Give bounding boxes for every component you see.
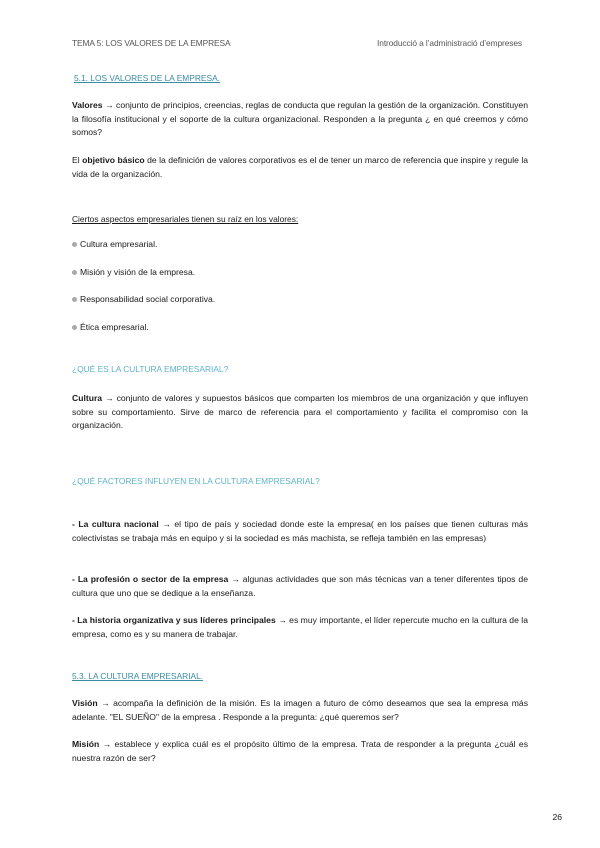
bullet-icon — [72, 297, 77, 302]
objetivo-paragraph — [72, 154, 528, 181]
factor-nacional-paragraph — [72, 518, 528, 545]
factor-nacional-text: → el tipo de país y sociedad donde este la empresa( en los países que tienen culturas más colectivistas se trabaja más en equipo y si la sociedad es más machista, se refleja también en las empresas) — [72, 519, 528, 543]
list-item — [72, 322, 149, 332]
objetivo-term: objetivo básico — [82, 155, 145, 165]
factor-historia-paragraph — [72, 614, 528, 641]
valores-text: → conjunto de principios, creencias, reglas de conducta que regulan la gestión de la organización. Constituyen la filosofía institucional y el soporte de la cultura organizacional. Responden a la pregunta ¿ en qué creemos y cómo somos? — [72, 100, 528, 137]
objetivo-text: de la definición de valores corporativos es el de tener un marco de referencia que inspire y regule la vida de la organización. — [72, 155, 529, 179]
section-5-3-heading[interactable]: 5.3. LA CULTURA EMPRESARIAL. — [72, 671, 204, 681]
page-number: 26 — [552, 812, 562, 822]
question-cultura-heading: ¿QUÉ ES LA CULTURA EMPRESARIAL? — [72, 364, 229, 374]
section-5-1-heading[interactable]: 5.1. LOS VALORES DE LA EMPRESA. — [74, 73, 221, 83]
list-item-text: Responsabilidad social corporativa. — [80, 294, 216, 304]
vision-term: Visión — [72, 698, 98, 708]
cultura-paragraph — [72, 392, 528, 433]
aspects-heading: Ciertos aspectos empresariales tienen su raíz en los valores: — [72, 214, 299, 224]
bullet-icon — [72, 270, 77, 275]
cultura-term: Cultura — [72, 393, 103, 403]
header-topic: TEMA 5: LOS VALORES DE LA EMPRESA — [72, 38, 231, 48]
list-item — [72, 294, 215, 304]
factor-profesion-paragraph — [72, 573, 528, 600]
list-item-text: Cultura empresarial. — [80, 239, 158, 249]
list-item — [72, 267, 195, 277]
factor-profesion-text: → algunas actividades que son más técnicas van a tener diferentes tipos de cultura que uno que se dedique a la enseñanza. — [72, 574, 528, 598]
question-factores-heading: ¿QUÉ FACTORES INFLUYEN EN LA CULTURA EMPRESARIAL? — [72, 476, 320, 486]
valores-paragraph — [72, 99, 528, 140]
objetivo-pre: El — [72, 155, 83, 165]
vision-text: → acompaña la definición de la misión. Es la imagen a futuro de cómo deseamos que sea la empresa más adelante. "EL SUEÑO" de la empresa . Responde a la pregunta: ¿qué queremos ser? — [72, 698, 528, 722]
list-item-text: Ética empresarial. — [80, 322, 149, 332]
mision-paragraph — [72, 738, 528, 765]
bullet-icon — [72, 325, 77, 330]
mision-term: Misión — [72, 739, 100, 749]
header-course: Introducció a l’administració d’empreses — [377, 38, 522, 48]
factor-profesion-term: - La profesión o sector de la empresa — [72, 574, 229, 584]
cultura-text: → conjunto de valores y supuestos básicos que comparten los miembros de una organización y que influyen sobre su comportamiento. Sirve de marco de referencia para el comportamiento y facilita el compromiso con la organización. — [72, 393, 528, 430]
vision-paragraph — [72, 697, 528, 724]
list-item-text: Misión y visión de la empresa. — [80, 267, 196, 277]
factor-historia-text: → es muy importante, el líder repercute mucho en la cultura de la empresa, como es y su manera de trabajar. — [72, 615, 528, 639]
factor-historia-term: - La historia organizativa y sus líderes principales — [72, 615, 276, 625]
list-item — [72, 239, 157, 249]
page-header — [72, 38, 522, 50]
factor-nacional-term: - La cultura nacional — [72, 519, 159, 529]
mision-text: → establece y explica cuál es el propósito último de la empresa. Trata de responder a la pregunta ¿cuál es nuestra razón de ser? — [72, 739, 528, 763]
bullet-icon — [72, 242, 77, 247]
valores-term: Valores — [72, 100, 103, 110]
